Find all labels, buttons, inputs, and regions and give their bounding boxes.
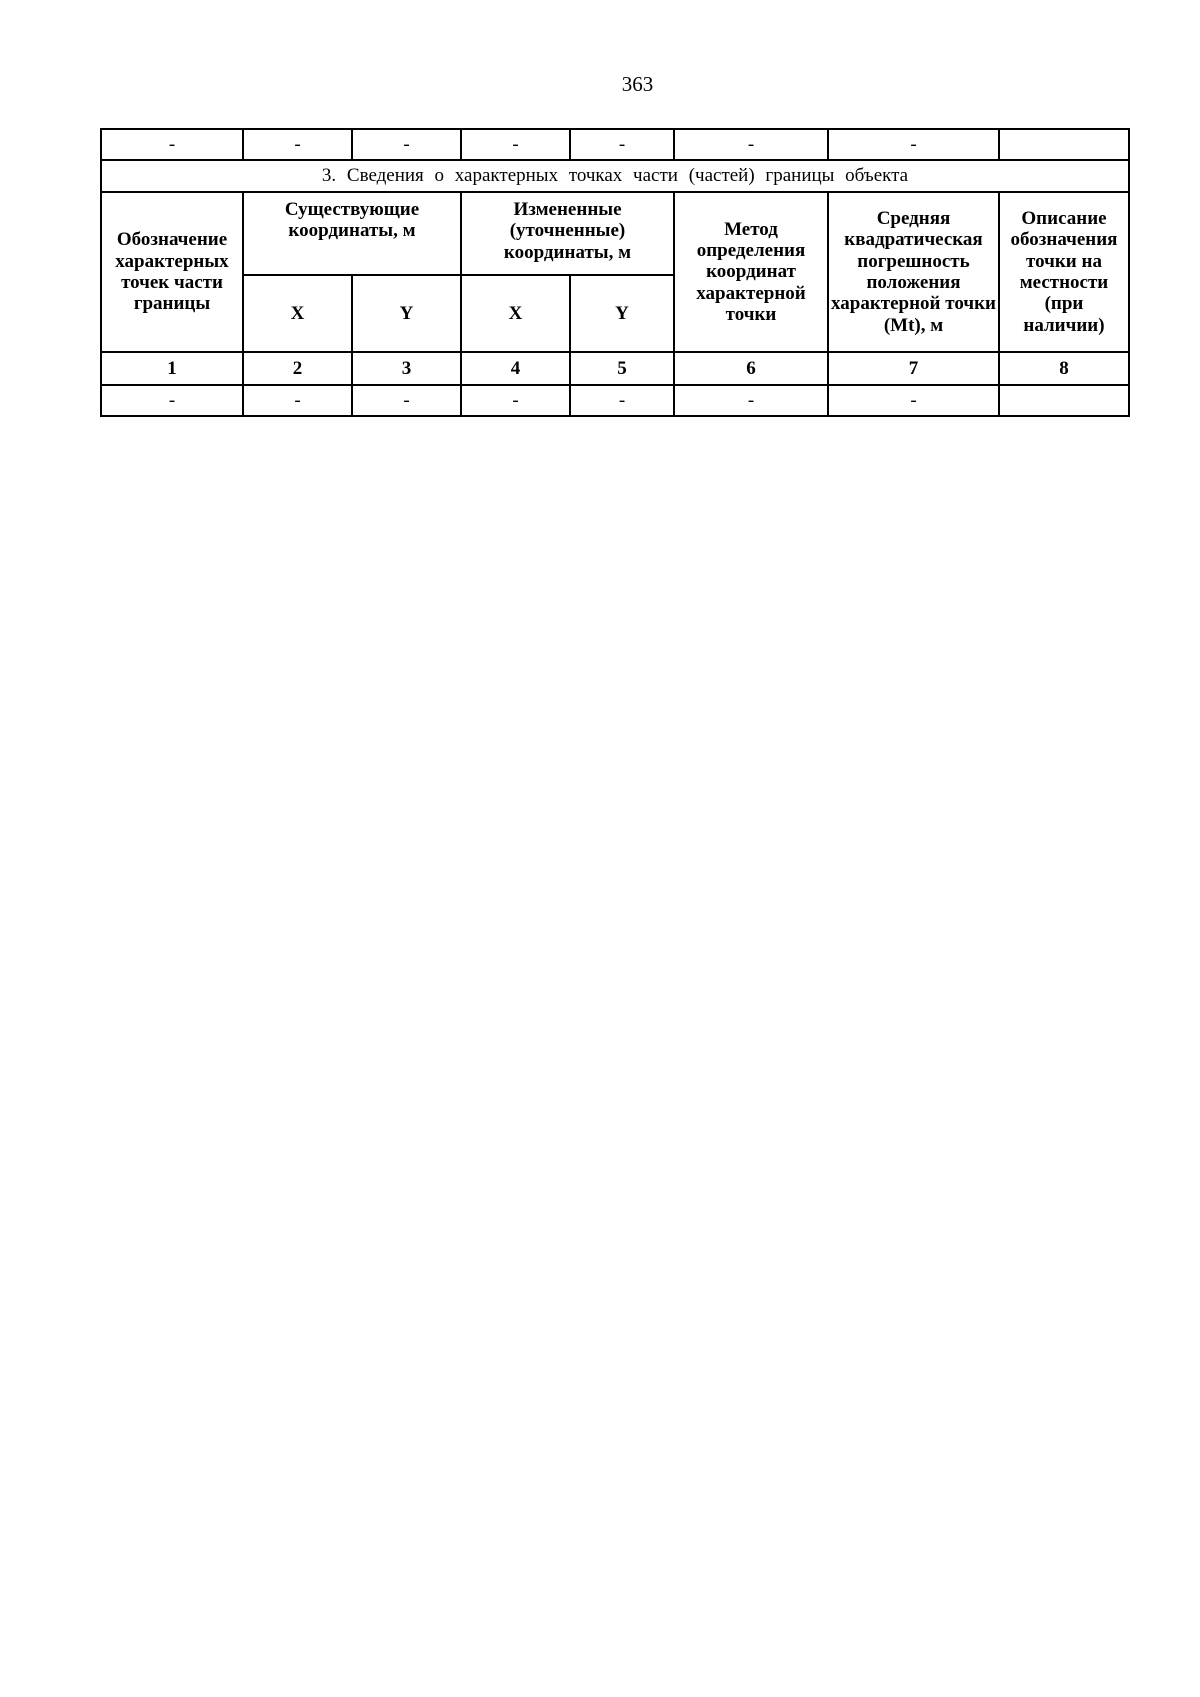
table-cell: - [352, 385, 461, 416]
header-existing-coordinates: Существующие координаты, м [243, 192, 461, 275]
characteristic-points-table [100, 128, 1130, 417]
column-number: 5 [570, 352, 674, 385]
page-number: 363 [621, 72, 654, 96]
section-title-row [101, 160, 1129, 192]
table-cell: - [828, 129, 999, 160]
header-y-existing: Y [352, 275, 461, 352]
header-x-existing: X [243, 275, 352, 352]
table-cell: - [461, 385, 570, 416]
header-description: Описание обозначения точки на местности (при наличии) [999, 192, 1129, 352]
column-number: 3 [352, 352, 461, 385]
table-cell: - [243, 385, 352, 416]
header-y-changed: Y [570, 275, 674, 352]
table-cell: - [461, 129, 570, 160]
column-number: 8 [999, 352, 1129, 385]
table-cell: - [570, 385, 674, 416]
table-cell [999, 385, 1129, 416]
column-number: 1 [101, 352, 243, 385]
column-number: 6 [674, 352, 828, 385]
header-row [101, 192, 1129, 275]
header-point-designation: Обозначение характерных точек части границы [101, 192, 243, 352]
table-cell: - [101, 129, 243, 160]
table-row [101, 129, 1129, 160]
table-cell: - [101, 385, 243, 416]
header-x-changed: X [461, 275, 570, 352]
section-title: 3. Сведения о характерных точках части (частей) границы объекта [101, 160, 1129, 192]
column-number-row [101, 352, 1129, 385]
table-cell: - [352, 129, 461, 160]
header-method: Метод определения координат характерной точки [674, 192, 828, 352]
table-cell: - [828, 385, 999, 416]
column-number: 4 [461, 352, 570, 385]
table-cell [999, 129, 1129, 160]
table-cell: - [243, 129, 352, 160]
header-mean-error: Средняя квадратическая погрешность положения характерной точки (Mt), м [828, 192, 999, 352]
table-cell: - [674, 385, 828, 416]
table-row [101, 385, 1129, 416]
column-number: 7 [828, 352, 999, 385]
column-number: 2 [243, 352, 352, 385]
table-cell: - [570, 129, 674, 160]
header-changed-coordinates: Измененные (уточненные) координаты, м [461, 192, 674, 275]
table-cell: - [674, 129, 828, 160]
